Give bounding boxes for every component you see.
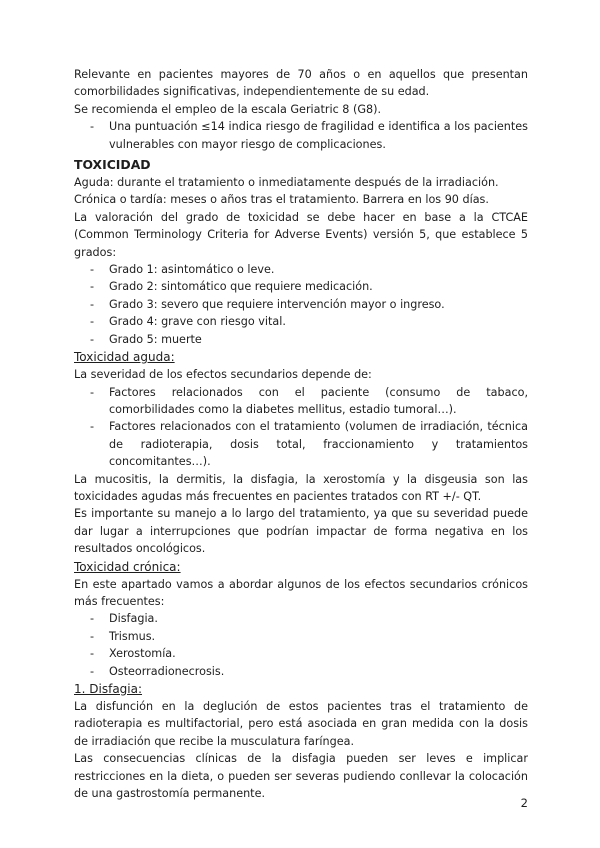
section-heading-cronica: Toxicidad crónica: bbox=[74, 559, 181, 574]
section-heading-disfagia: 1. Disfagia: bbox=[74, 682, 143, 696]
list-item: - Xerostomía. bbox=[90, 647, 176, 661]
intro-paragraph: Relevante en pacientes mayores de 70 años o en aquellos que presentan comorbilidades significativas, independientemente de su edad. bbox=[74, 68, 528, 99]
ctcae-paragraph: La valoración del grado de toxicidad se debe hacer en base a la CTCAE (Common Terminology Criteria for Adverse Events) versión 5, que establece 5 grados: bbox=[74, 210, 528, 259]
list-item: - Disfagia. bbox=[90, 612, 158, 626]
aguda-paragraph: Es importante su manejo a lo largo del tratamiento, ya que su severidad puede dar lugar a interrupciones que podrían impactar de forma negativa en los resultados oncológicos. bbox=[74, 507, 528, 556]
list-item: - Grado 2: sintomático que requiere medicación. bbox=[90, 280, 373, 294]
aguda-intro: La severidad de los efectos secundarios depende de: bbox=[74, 368, 372, 382]
aguda-paragraph: La mucositis, la dermitis, la disfagia, la xerostomía y la disgeusia son las toxicidades agudas más frecuentes en pacientes tratados con RT +/- QT. bbox=[74, 472, 528, 503]
page-number: 2 bbox=[520, 796, 528, 810]
document-page bbox=[74, 66, 528, 802]
cronica-intro: En este apartado vamos a abordar algunos de los efectos secundarios crónicos más frecuentes: bbox=[74, 577, 528, 608]
list-item: - Factores relacionados con el tratamiento (volumen de irradiación, técnica de radioterapia, dosis total, fraccionamiento y tratamientos concomitantes…). bbox=[90, 420, 528, 469]
section-heading-toxicidad: TOXICIDAD bbox=[74, 157, 151, 173]
list-item: - Grado 1: asintomático o leve. bbox=[90, 263, 275, 277]
section-heading-aguda: Toxicidad aguda: bbox=[74, 350, 175, 365]
disfagia-paragraph: La disfunción en la deglución de estos pacientes tras el tratamiento de radioterapia es multifactorial, pero está asociada en gran medida con la dosis de irradiación que recibe la musculatura faríngea. bbox=[74, 700, 528, 748]
toxicidad-aguda-def: Aguda: durante el tratamiento o inmediatamente después de la irradiación. bbox=[74, 176, 499, 190]
list-item: - Una puntuación ≤14 indica riesgo de fragilidad e identifica a los pacientes vulnerables con mayor riesgo de complicaciones. bbox=[90, 120, 528, 151]
list-item: - Factores relacionados con el paciente (consumo de tabaco, comorbilidades como la diabetes mellitus, estadio tumoral…). bbox=[90, 385, 528, 416]
list-item: - Osteorradionecrosis. bbox=[90, 664, 225, 678]
g8-recommendation: Se recomienda el empleo de la escala Geriatric 8 (G8). bbox=[74, 102, 382, 116]
toxicidad-cronica-def: Crónica o tardía: meses o años tras el tratamiento. Barrera en los 90 días. bbox=[74, 193, 489, 207]
list-item: - Grado 5: muerte bbox=[90, 332, 202, 346]
disfagia-paragraph: Las consecuencias clínicas de la disfagia pueden ser leves e implicar restricciones en la dieta, o pueden ser severas pudiendo conllevar la colocación de una gastrostomía permanente. bbox=[74, 752, 528, 801]
list-item: - Grado 3: severo que requiere intervención mayor o ingreso. bbox=[90, 297, 445, 311]
list-item: - Trismus. bbox=[90, 629, 156, 643]
list-item: - Grado 4: grave con riesgo vital. bbox=[90, 315, 286, 329]
